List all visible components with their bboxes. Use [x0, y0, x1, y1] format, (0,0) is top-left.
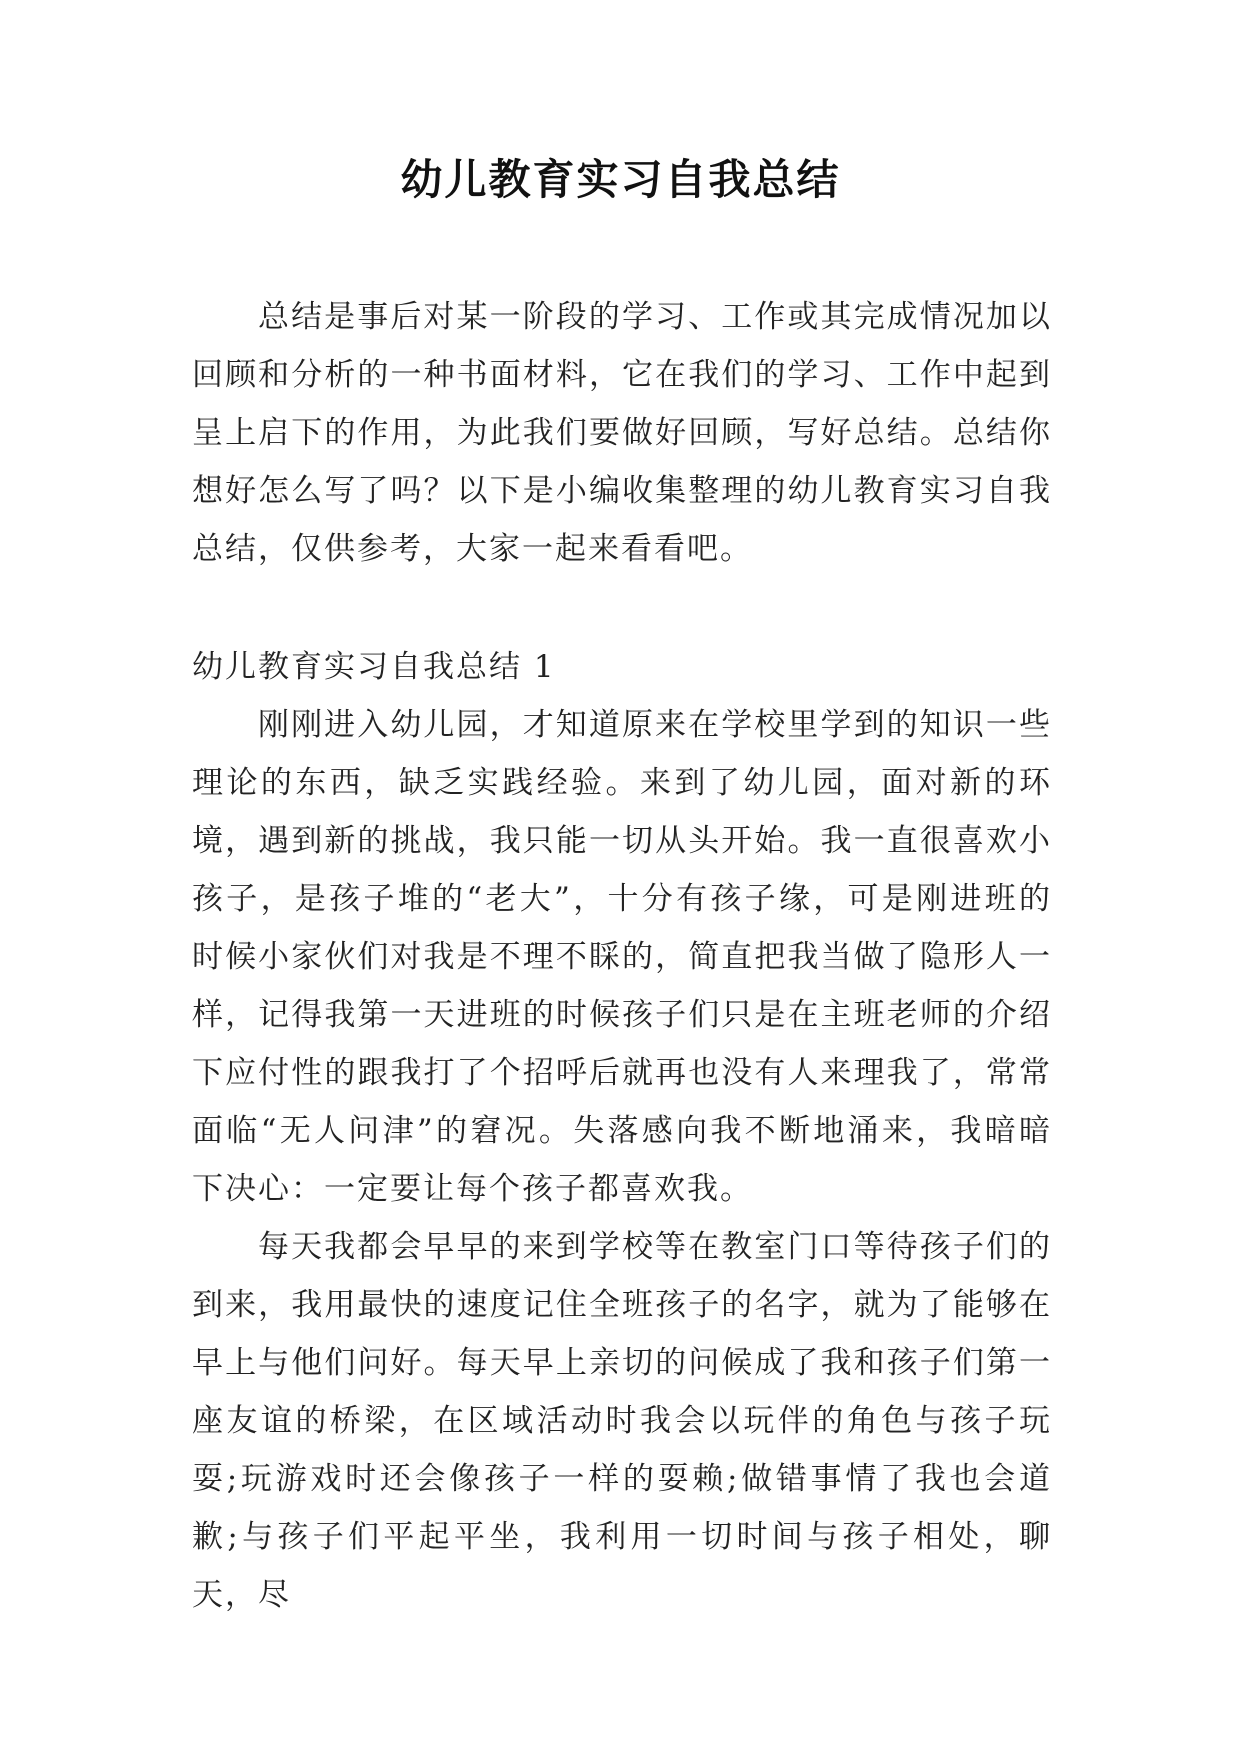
- document-title: 幼儿教育实习自我总结: [400, 155, 841, 204]
- intro-block: [192, 288, 1052, 578]
- intro-paragraph: 总结是事后对某一阶段的学习、工作或其完成情况加以回顾和分析的一种书面材料，它在我们的学习、工作中起到呈上启下的作用，为此我们要做好回顾，写好总结。总结你想好怎么写了吗？以下是小编收集整理的幼儿教育实习自我总结，仅供参考，大家一起来看看吧。: [192, 299, 1052, 567]
- section-body: [192, 696, 1052, 1624]
- body-paragraph-1: 刚刚进入幼儿园，才知道原来在学校里学到的知识一些理论的东西，缺乏实践经验。来到了幼儿园，面对新的环境，遇到新的挑战，我只能一切从头开始。我一直很喜欢小孩子，是孩子堆的“老大”，十分有孩子缘，可是刚进班的时候小家伙们对我是不理不睬的，简直把我当做了隐形人一样，记得我第一天进班的时候孩子们只是在主班老师的介绍下应付性的跟我打了个招呼后就再也没有人来理我了，常常面临“无人问津”的窘况。失落感向我不断地涌来，我暗暗下决心：一定要让每个孩子都喜欢我。: [192, 707, 1052, 1207]
- section-heading: 幼儿教育实习自我总结 1: [192, 649, 556, 685]
- body-paragraph-2: 每天我都会早早的来到学校等在教室门口等待孩子们的到来，我用最快的速度记住全班孩子的名字，就为了能够在早上与他们问好。每天早上亲切的问候成了我和孩子们第一座友谊的桥梁，在区域活动时我会以玩伴的角色与孩子玩耍;玩游戏时还会像孩子一样的耍赖;做错事情了我也会道歉;与孩子们平起平坐，我利用一切时间与孩子相处，聊天，尽: [192, 1229, 1052, 1613]
